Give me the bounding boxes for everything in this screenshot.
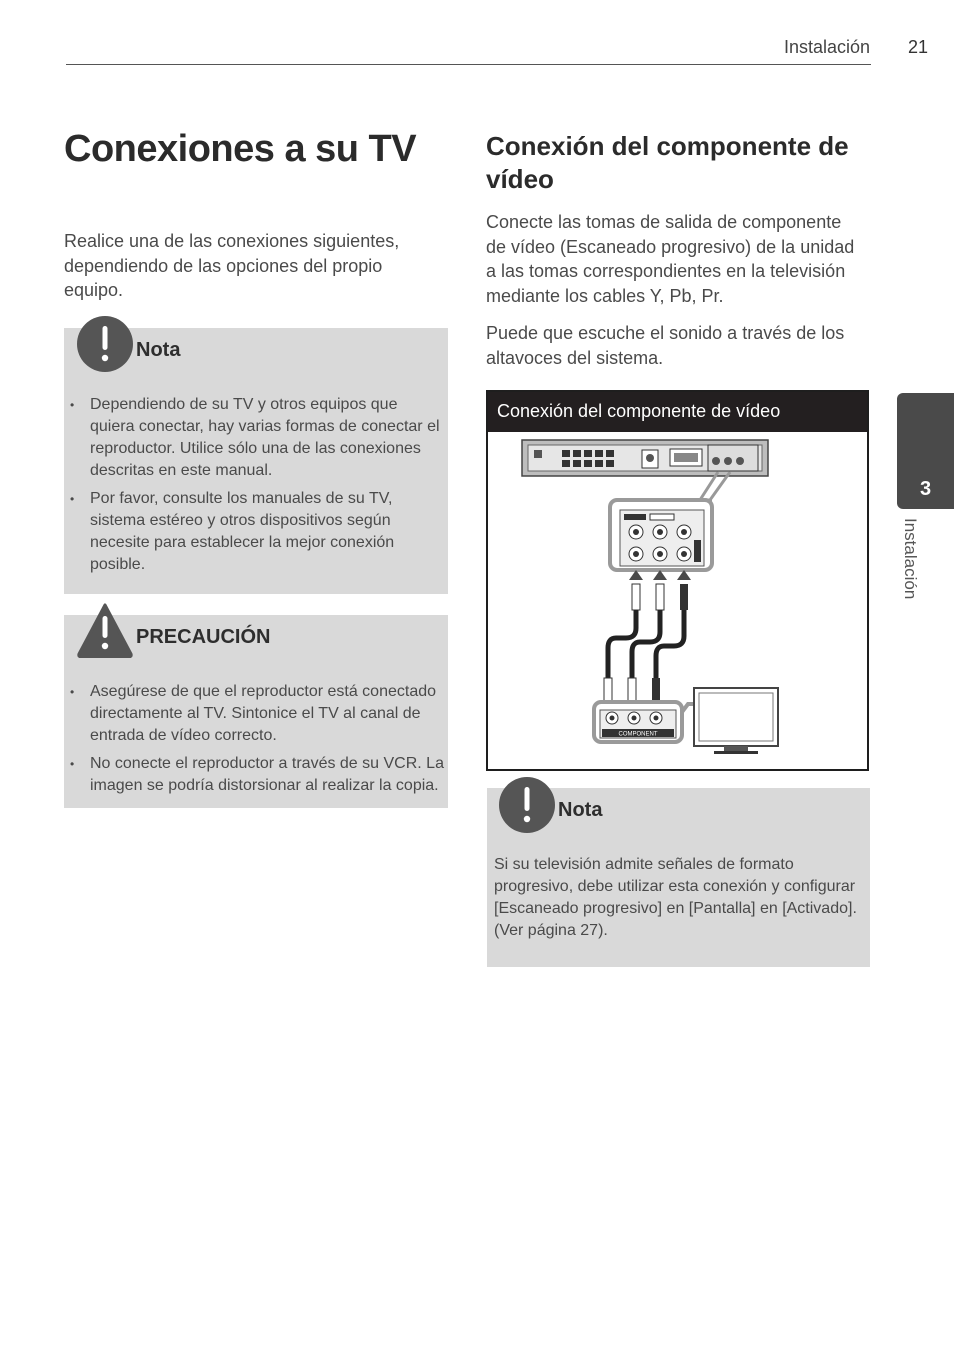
tv-component-jacks [606,712,662,724]
list-item: • No conecte el reproductor a través de su VCR. La imagen se podría distorsionar al realizar la copia. [64,753,444,797]
note-box [64,328,448,594]
exclamation-icon [77,316,133,372]
component-connection-diagram [488,432,867,769]
chapter-label: Instalación [901,518,920,600]
header-divider [66,64,871,65]
header-section-label: Instalación [783,37,870,57]
list-item: • Por favor, consulte los manuales de su TV, sistema estéreo y otros dispositivos según necesite para establecer la mejor conexión posible. [64,488,444,576]
caution-list [64,681,444,803]
page-number: 21 [908,37,929,57]
note-list [64,394,444,582]
section-title: Conexión del componente de vídeo [486,131,849,194]
chapter-number: 3 [919,478,932,500]
cable-plugs-player-side [632,584,688,610]
tv-icon [694,688,778,754]
note-title: Nota [136,339,181,361]
note-box [487,788,870,967]
caution-title: PRECAUCIÓN [136,626,271,648]
note-text: Si su televisión admite señales de formato progresivo, debe utilizar esta conexión y configurar [Escaneado progresivo] en [Pantalla] en [Activado]. (Ver página 27). [494,856,857,939]
exclamation-icon [499,777,555,833]
component-cables [608,610,684,678]
tv-jack-label: COMPONENT [618,731,658,738]
body-paragraph: Puede que escuche el sonido a través de los altavoces del sistema. [486,323,845,368]
note-title: Nota [558,799,603,821]
body-paragraph: Conecte las tomas de salida de componente de vídeo (Escaneado progresivo) de la unidad a las tomas correspondientes en la televisión mediante los cables Y, Pb, Pr. [486,212,855,306]
player-rear-panel [522,440,768,476]
caution-box [64,615,448,808]
page-title: Conexiones a su TV [64,128,417,170]
figure-caption: Conexión del componente de vídeo [488,392,867,432]
intro-paragraph: Realice una de las conexiones siguientes, dependiendo de las opciones del propio equipo. [64,231,400,300]
list-item: • Dependiendo de su TV y otros equipos que quiera conectar, hay varias formas de conectar el reproductor. Utilice sólo una de las conexiones descritas en este manual. [64,394,444,482]
list-item: • Asegúrese de que el reproductor está conectado directamente al TV. Sintonice el TV al canal de entrada de vídeo correcto. [64,681,444,747]
connection-figure [486,390,869,771]
warning-triangle-icon [77,602,133,658]
